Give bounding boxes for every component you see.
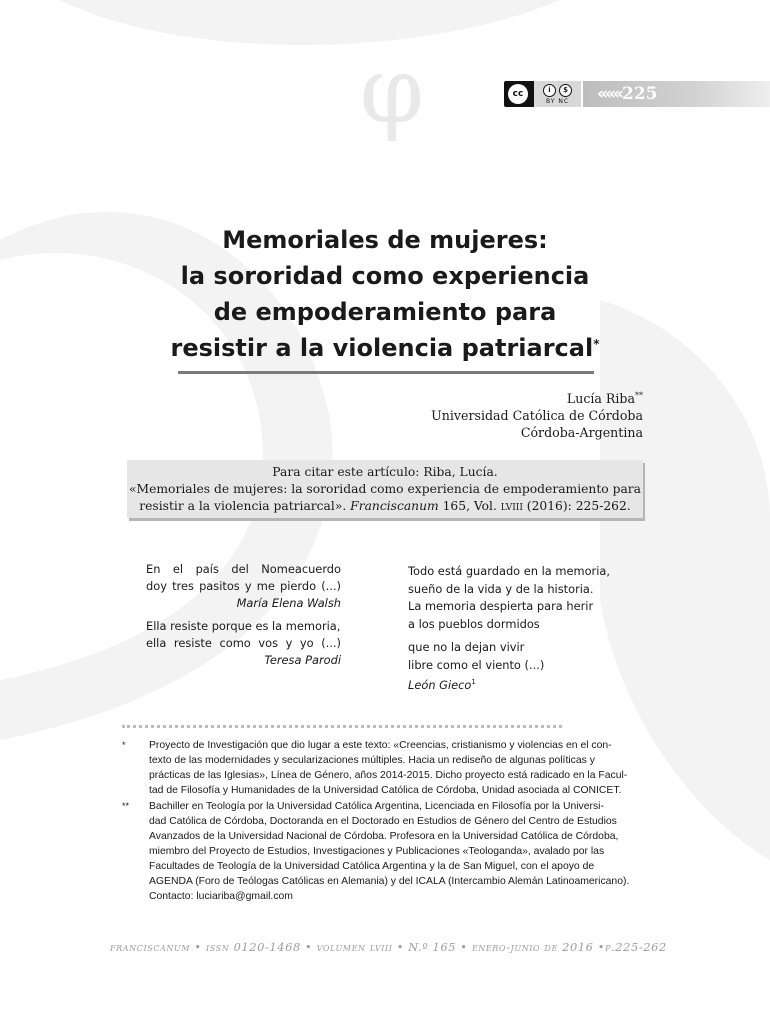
nc-icon: $ xyxy=(559,84,572,97)
author-location: Córdoba-Argentina xyxy=(520,425,643,441)
footnote-line: tad de Filosofía y Humanidades de la Universidad Católica de Córdoba, Unidad asociada al CONICET. xyxy=(149,785,622,796)
footnote-line: Facultades de Teología de la Universidad Católica Argentina y la de San Miguel, con el apoyo de xyxy=(149,861,595,872)
footer-year: 2016 xyxy=(562,940,594,954)
title-line: la sororidad como experiencia xyxy=(180,262,590,290)
citation-line: resistir a la violencia patriarcal». Franciscanum 165, Vol. lviii (2016): 225-262. xyxy=(139,499,631,513)
verse-line: Todo está guardado en la memoria, xyxy=(408,564,610,578)
title-line: Memoriales de mujeres: xyxy=(222,226,548,254)
verse-line: ella resiste como vos y yo (...) xyxy=(146,636,341,650)
citation-line: Para citar este artículo: Riba, Lucía. xyxy=(272,465,498,479)
footnote-line[interactable]: Contacto: luciariba@gmail.com xyxy=(149,891,293,902)
author-affiliation: Universidad Católica de Córdoba xyxy=(431,408,643,424)
citation-line: «Memoriales de mujeres: la sororidad como experiencia de empoderamiento para xyxy=(128,482,641,496)
verse-line: a los pueblos dormidos xyxy=(408,616,540,631)
citation-journal: Franciscanum xyxy=(350,499,439,513)
footer-issn-label: issn xyxy=(205,940,230,954)
footer-volume-label: volumen xyxy=(316,940,366,954)
cc-license-badge[interactable] xyxy=(504,81,581,107)
title-footnote-mark[interactable]: * xyxy=(593,337,600,351)
verse-author: León Gieco$^1$ xyxy=(408,677,476,692)
title-line: de empoderamiento para xyxy=(213,298,557,326)
author-footnote-mark[interactable]: ** xyxy=(635,391,643,400)
footnote-line: Proyecto de Investigación que dio lugar a este texto: «Creencias, cristianismo y violencias en el con- xyxy=(149,740,612,751)
footnote-line: Bachiller en Teología por la Universidad Católica Argentina, Licenciada en Filosofía por la Universi- xyxy=(149,801,604,812)
title-line: resistir a la violencia patriarcal* xyxy=(170,334,600,362)
verse-line: que no la dejan vivir xyxy=(408,640,525,654)
footnote-line: AGENDA (Foro de Teólogas Católicas en Alemania) y del ICALA (Intercambio Alemán Latinoamericano). xyxy=(149,876,630,887)
verse-line: libre como el viento (...) xyxy=(408,657,545,672)
verse-line: doy tres pasitos y me pierdo (...) xyxy=(146,579,341,593)
epigraph-left xyxy=(146,561,341,669)
license-text: BY NC xyxy=(545,97,570,105)
author-name: Lucía Riba** xyxy=(566,391,643,407)
footer-pages: p.225-262 xyxy=(605,940,667,954)
page-number: 225 xyxy=(622,84,658,104)
verse-author: Teresa Parodi xyxy=(264,653,341,667)
footnote-line: dad Católica de Córdoba, Doctoranda en el Doctorado en Estudios de Género del Centro de Estudios xyxy=(149,816,617,827)
footnote-line: prácticas de las Iglesias», Línea de Género, años 2014-2015. Dicho proyecto está radicado en la Facul- xyxy=(149,770,628,781)
footer-period: enero-junio de xyxy=(471,940,558,954)
verse-line: Ella resiste porque es la memoria, xyxy=(146,619,341,633)
verse-author: María Elena Walsh xyxy=(236,596,341,610)
author-block xyxy=(380,387,643,441)
footer-number: N.º 165 xyxy=(408,940,457,954)
footnote-line: miembro del Proyecto de Estudios, Investigaciones y Publicaciones «Teologanda», avalado por las xyxy=(149,846,605,857)
footnote-separator xyxy=(122,725,562,728)
citation-box xyxy=(127,460,643,518)
footer-journal: franciscanum xyxy=(110,940,191,954)
footnote xyxy=(122,799,644,904)
footer-issn: 0120-1468 xyxy=(233,940,301,954)
chevrons-icon: ««« xyxy=(597,84,621,104)
title-divider xyxy=(178,371,594,374)
footnote xyxy=(122,738,644,798)
footnotes xyxy=(122,738,644,904)
verse-line: En el país del Nomeacuerdo xyxy=(146,562,341,576)
footnote-line: texto de las modernidades y secularizaciones múltiples. Hacia un rediseño de algunas políticas y xyxy=(149,755,595,766)
epigraph-right xyxy=(408,563,623,694)
footnote-ref[interactable]: 1 xyxy=(471,678,476,686)
page-footer: franciscanum • issn 0120-1468 • volumen lviii • N.º 165 • enero-junio de 2016 •p.225-262 xyxy=(110,940,667,954)
page-number-tab xyxy=(583,81,770,107)
footnote-mark: ** xyxy=(122,801,130,811)
journal-phi-icon xyxy=(352,42,432,152)
by-icon: i xyxy=(543,84,556,97)
cc-icon: cc xyxy=(508,84,528,104)
svg-text:φ: φ xyxy=(359,42,425,144)
footer-volume: lviii xyxy=(369,940,393,954)
verse-line: La memoria despierta para herir xyxy=(408,599,594,613)
footnote-line: Avanzados de la Universidad Nacional de Córdoba. Profesora en la Universidad Católica de Córdoba, xyxy=(149,831,619,842)
article-title xyxy=(150,222,620,366)
verse-line: sueño de la vida y de la historia. xyxy=(408,581,594,596)
footnote-mark: * xyxy=(122,740,126,750)
citation-volume: lviii xyxy=(500,499,523,513)
